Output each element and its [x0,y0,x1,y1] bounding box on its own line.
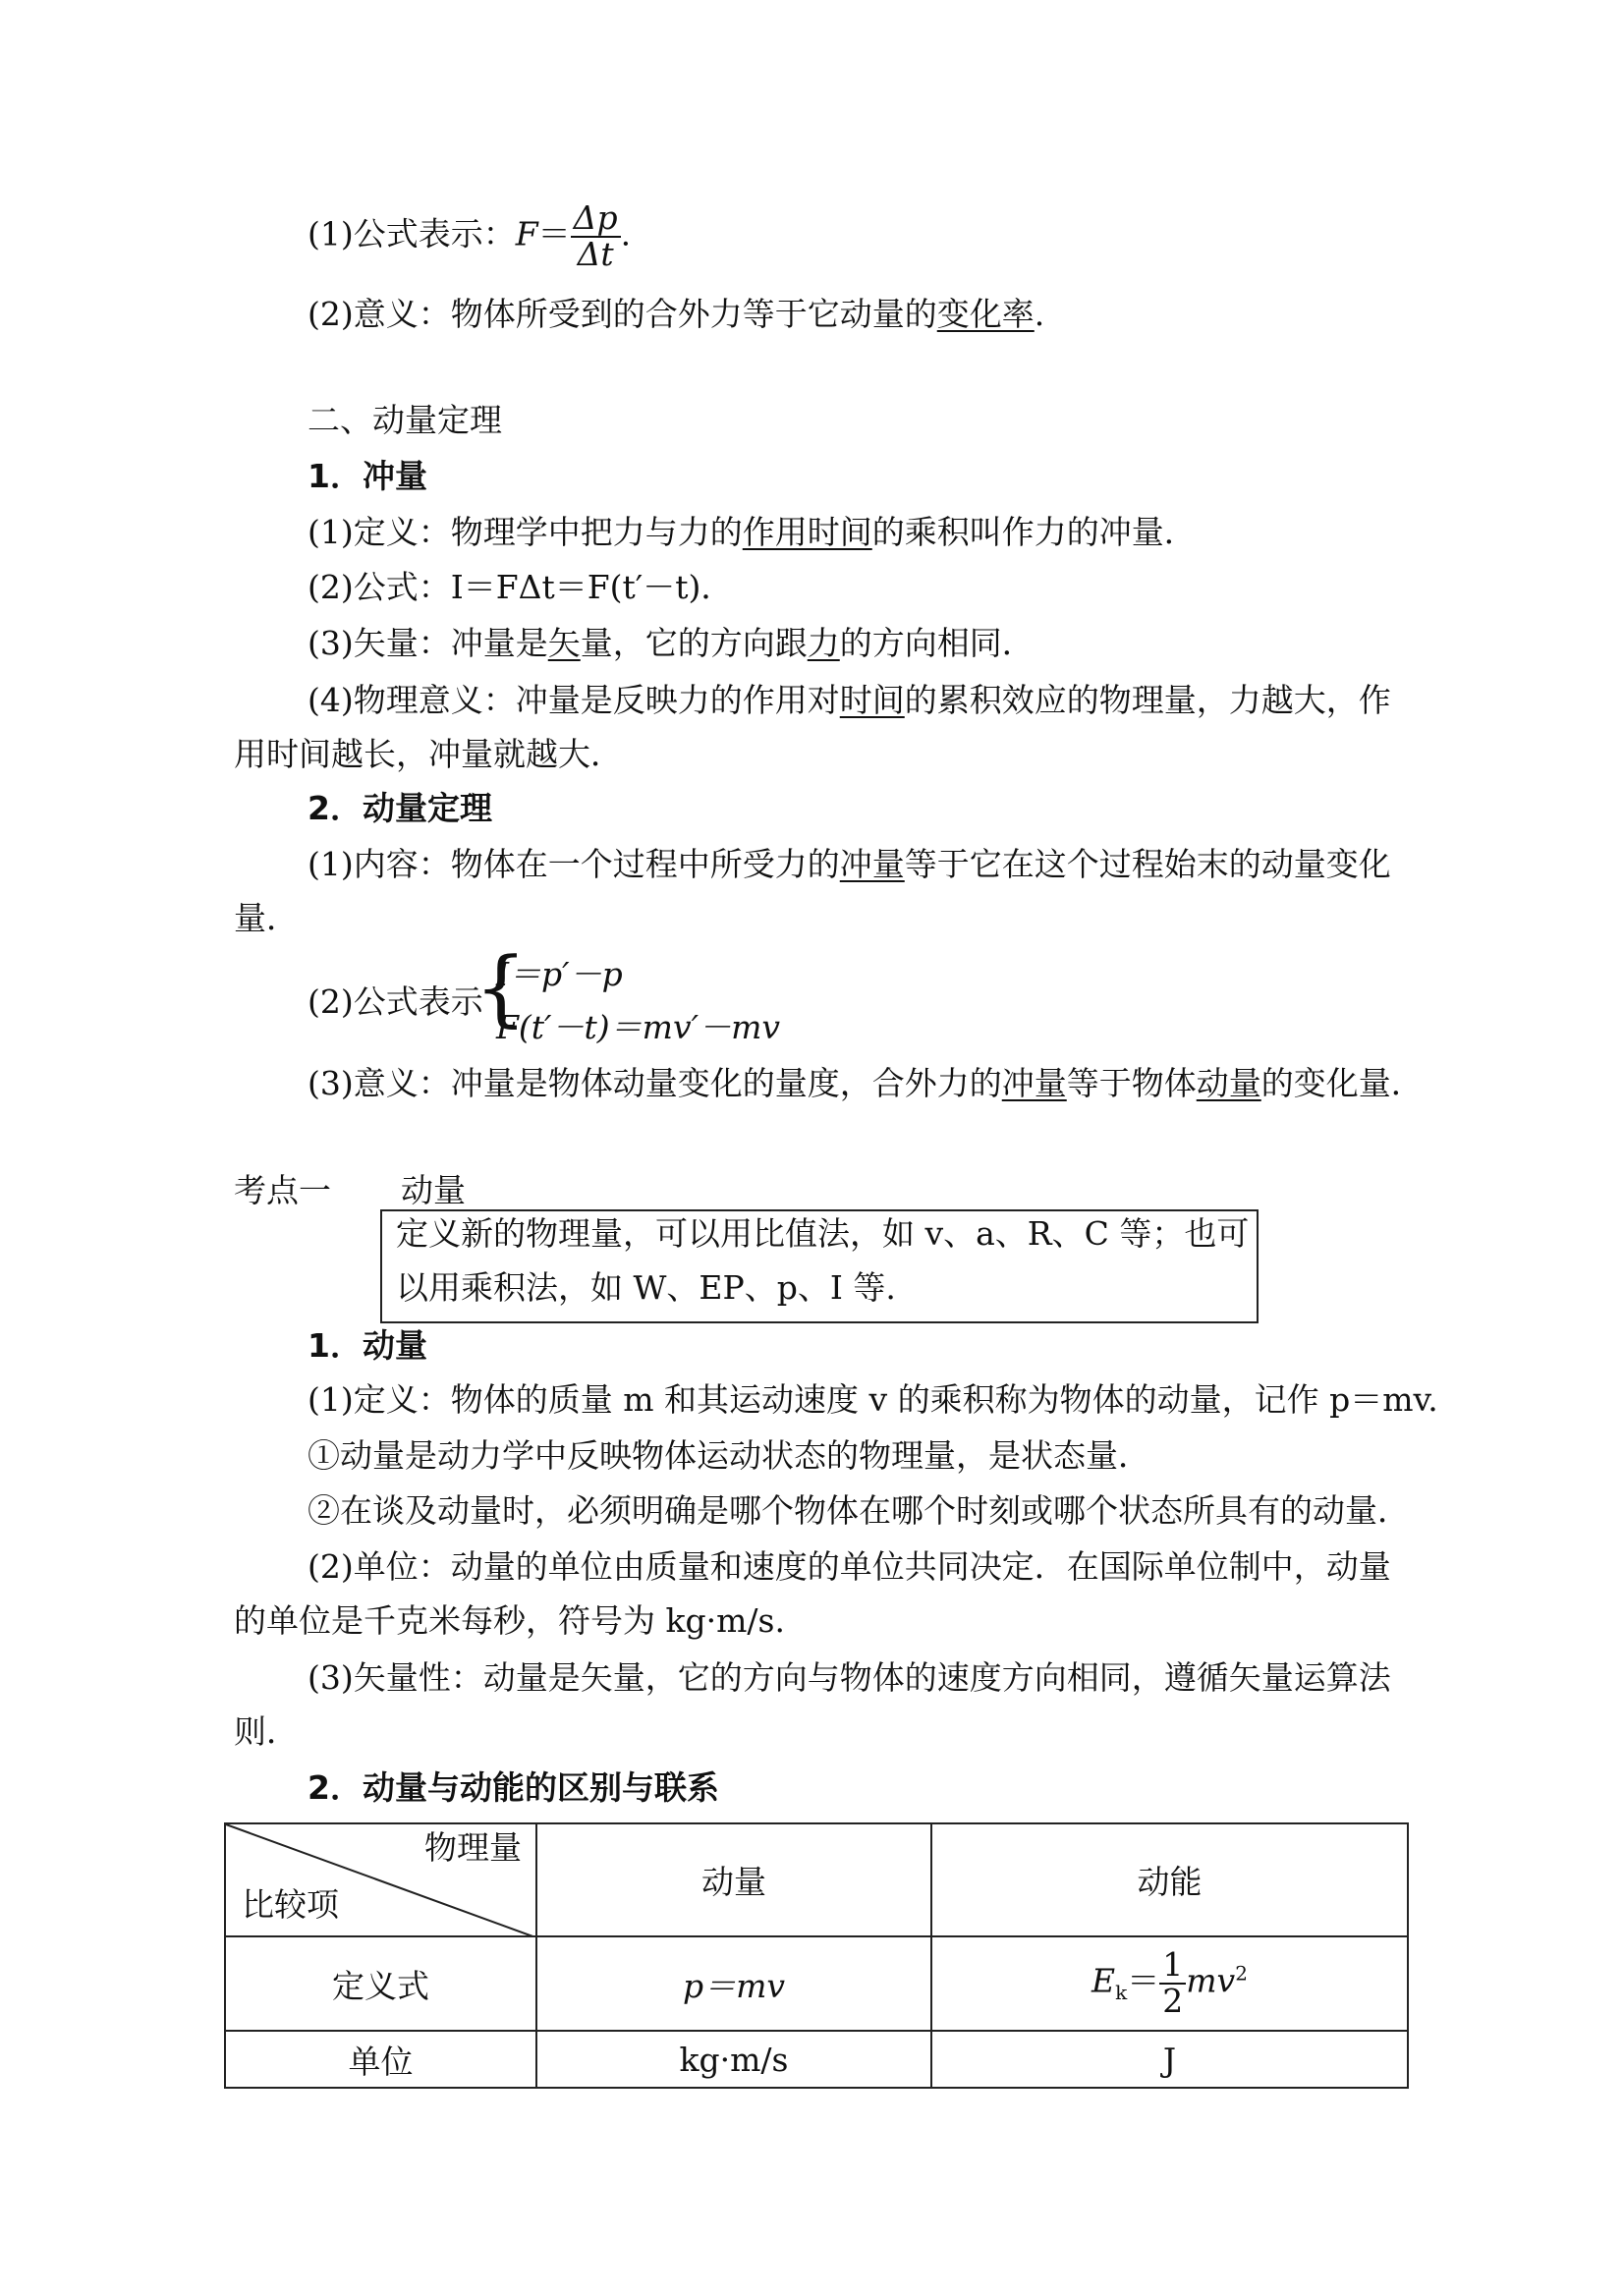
table-diagonal-header [225,1823,536,1936]
ek-tail: mv [1186,1962,1236,2000]
vector-text-a: (3)矢量：冲量是 [308,624,548,662]
content-underlined: 冲量 [839,845,905,883]
theorem-meaning [308,1064,1424,1103]
ek-sup: 2 [1235,1962,1248,1986]
cell-kinetic-unit: J [931,2031,1408,2088]
momentum-vector: (3)矢量性：动量是矢量，它的方向与物体的速度方向相同，遵循矢量运算法 [308,1658,1391,1697]
meaning-text-b: 等于物体 [1066,1064,1197,1102]
table-col-kinetic: 动能 [931,1823,1408,1936]
momentum-title: 1．动量 [308,1326,427,1365]
content-text-b: 等于它在这个过程始末的动量变化 [904,845,1391,883]
table-row [225,2031,1408,2088]
tip-box [380,1209,1259,1323]
impulse-vector [308,624,1035,663]
cell-momentum-definition: p＝mv [536,1936,931,2031]
row-label-definition: 定义式 [225,1936,536,2031]
force-meaning-end: . [1034,295,1045,333]
impulse-formula: (2)公式：I＝FΔt＝F(t′－t)． [308,568,734,606]
phys-text-a: (4)物理意义：冲量是反映力的作用对 [308,681,840,719]
kaodian-label: 考点一 [234,1171,331,1209]
theorem-formula-line2: F(t′－t)＝mv′－mv [496,1008,781,1046]
theorem-title: 2．动量定理 [308,789,492,827]
content-text-a: (1)内容：物体在一个过程中所受力的 [308,845,840,883]
force-formula-eq: ＝ [537,214,571,253]
impulse-physical-meaning-line2: 用时间越长，冲量就越大． [234,735,623,773]
fraction-denominator: Δt [577,234,614,273]
momentum-unit: (2)单位：动量的单位由质量和速度的单位共同决定．在国际单位制中，动量 [308,1547,1391,1586]
header-bottom-label: 比较项 [242,1885,339,1924]
comparison-table [224,1822,1409,2089]
tip-box-line2: 以用乘积法，如 W、EP、p、I 等. [396,1268,896,1307]
force-meaning [308,295,1044,334]
ek-base: E [1091,1962,1116,2000]
vector-text-b: 量，它的方向跟 [580,624,808,662]
section-heading-theorem: 二、动量定理 [308,401,502,439]
force-formula [308,198,632,273]
vector-underlined-1: 矢 [547,624,581,662]
force-formula-end: . [620,214,632,253]
compare-title: 2．动量与动能的区别与联系 [308,1768,719,1807]
theorem-content [308,845,1391,884]
momentum-vector-line2: 则． [234,1712,299,1751]
force-formula-fraction [571,198,621,273]
impulse-definition [308,513,1197,552]
ek-fraction [1159,1945,1186,2020]
meaning-underlined-1: 冲量 [1001,1064,1067,1102]
cell-momentum-unit: kg·m/s [536,2031,931,2088]
momentum-note-2: ②在谈及动量时，必须明确是哪个物体在哪个时刻或哪个状态所具有的动量． [308,1491,1410,1530]
phys-underlined: 时间 [839,681,905,719]
meaning-underlined-2: 动量 [1196,1064,1261,1102]
meaning-text-c: 的变化量． [1260,1064,1424,1102]
ek-fraction-numerator: 1 [1159,1948,1186,1985]
momentum-note-1: ①动量是动力学中反映物体运动状态的物理量，是状态量． [308,1436,1150,1475]
theorem-content-line2: 量． [234,899,299,937]
theorem-formula-label: (2)公式表示 [308,982,483,1021]
force-formula-prefix: (1)公式表示： [308,214,516,253]
force-formula-lhs: F [515,214,538,253]
cell-kinetic-definition [931,1936,1408,2031]
theorem-formula-line1: I＝p′－p [496,955,623,993]
ek-sub: k [1115,1981,1128,2005]
meaning-text-a: (3)意义：冲量是物体动量变化的量度，合外力的 [308,1064,1002,1102]
impulse-title: 1．冲量 [308,457,427,495]
ek-fraction-denominator: 2 [1162,1982,1184,2020]
momentum-definition: (1)定义：物体的质量 m 和其运动速度 v 的乘积称为物体的动量，记作 p＝mv. [308,1380,1438,1419]
vector-text-c: 的方向相同． [839,624,1035,662]
fraction-numerator: Δp [571,201,621,238]
table-header-row [225,1823,1408,1936]
phys-text-b: 的累积效应的物理量，力越大，作 [904,681,1391,719]
impulse-physical-meaning [308,681,1391,720]
impulse-def-text: (1)定义：物理学中把力与力的 [308,513,743,551]
table-col-momentum: 动量 [536,1823,931,1936]
force-meaning-underlined: 变化率 [936,295,1035,333]
ek-eq: ＝ [1127,1962,1160,2000]
force-meaning-text: (2)意义：物体所受到的合外力等于它动量的 [308,295,937,333]
momentum-unit-line2: 的单位是千克米每秒，符号为 kg·m/s. [234,1601,785,1640]
table-row [225,1936,1408,2031]
impulse-def-text-end: 的乘积叫作力的冲量． [871,513,1197,551]
row-label-unit: 单位 [225,2031,536,2088]
tip-box-line1: 定义新的物理量，可以用比值法，如 v、a、R、C 等；也可 [396,1214,1250,1253]
formula-brace: { [475,939,528,1036]
impulse-def-underlined: 作用时间 [742,513,872,551]
kaodian-title: 动量 [401,1171,466,1209]
header-top-label: 物理量 [424,1828,522,1867]
vector-underlined-2: 力 [807,624,840,662]
